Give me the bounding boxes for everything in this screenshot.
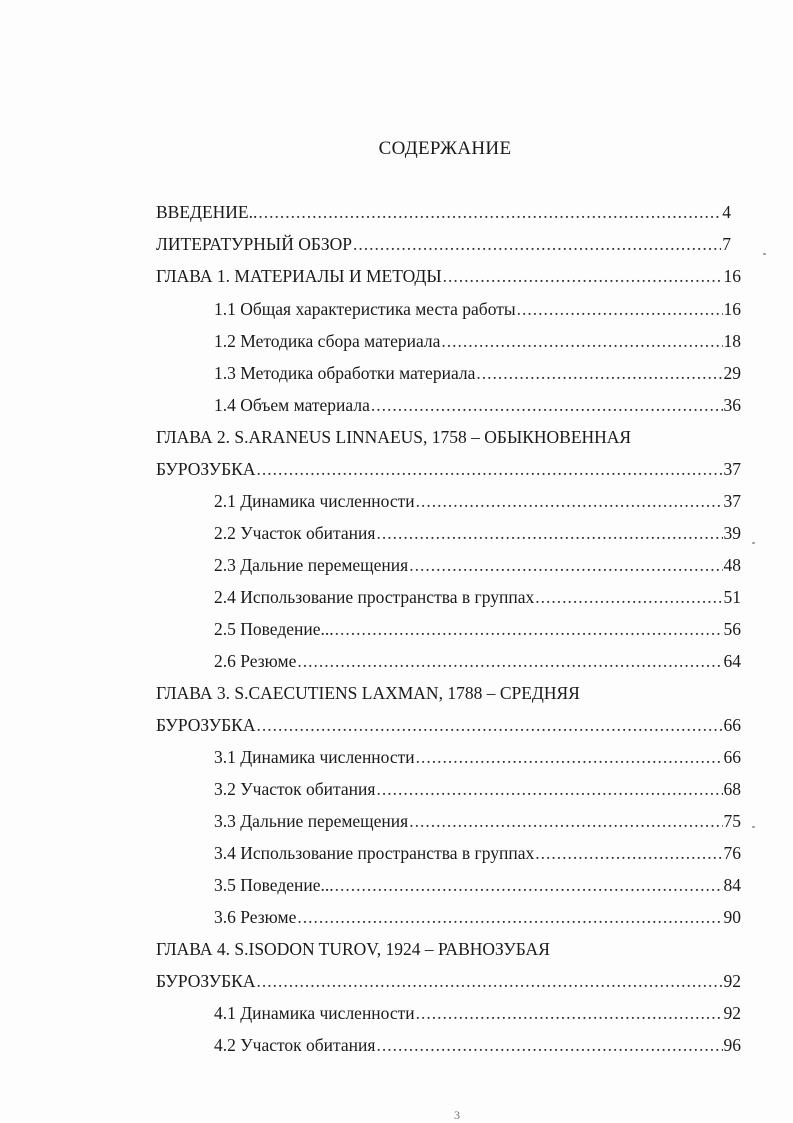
toc-entry-label: 2.3 Дальние перемещения <box>214 555 409 575</box>
toc-entry-label: 3.3 Дальние перемещения <box>214 811 409 831</box>
toc-entry <box>156 935 550 963</box>
toc-entry <box>214 1031 741 1059</box>
toc-entry-page: 90 <box>723 907 741 927</box>
toc-entry-label: 1.3 Методика обработки материала <box>214 363 476 383</box>
toc-entry-page: 76 <box>723 843 741 863</box>
scan-speck <box>752 542 755 544</box>
toc-entry <box>156 711 741 739</box>
toc-entry-page: 18 <box>723 331 741 351</box>
toc-entry <box>156 967 741 995</box>
scan-speck <box>763 253 766 255</box>
toc-entry-label: 3.5 Поведение... <box>214 875 334 895</box>
toc-entry <box>214 487 741 515</box>
page-number: 3 <box>454 1108 460 1122</box>
toc-entry-page: 66 <box>723 715 741 735</box>
toc-entry-label: 1.1 Общая характеристика места работы <box>214 299 516 319</box>
toc-entry <box>214 903 741 931</box>
toc-entry-label: 1.2 Методика сбора материала <box>214 331 441 351</box>
toc-entry <box>156 198 731 226</box>
toc-entry-page: 92 <box>723 1003 741 1023</box>
toc-entry-label: 3.1 Динамика численности <box>214 747 415 767</box>
toc-entry <box>214 391 741 419</box>
toc-entry-page: 68 <box>723 779 741 799</box>
toc-entry <box>214 743 741 771</box>
dot-leader <box>409 551 722 579</box>
dot-leader <box>335 871 723 899</box>
dot-leader <box>371 391 723 419</box>
dot-leader <box>416 743 723 771</box>
dot-leader <box>416 999 723 1027</box>
toc-entry <box>214 871 741 899</box>
toc-entry <box>156 230 731 258</box>
toc-entry-page: 75 <box>723 811 741 831</box>
dot-leader <box>297 647 722 675</box>
toc-entry <box>214 999 741 1027</box>
toc-entry-page: 39 <box>723 523 741 543</box>
toc-entry-label: ЛИТЕРАТУРНЫЙ ОБЗОР <box>156 234 353 254</box>
toc-entry-page: 4 <box>722 202 731 222</box>
dot-leader <box>258 198 721 226</box>
toc-entry-label: ГЛАВА 3. S.CAECUTIENS LAXMAN, 1788 – СРЕДНЯЯ <box>156 683 580 703</box>
dot-leader <box>517 295 723 323</box>
toc-entry <box>214 775 741 803</box>
toc-entry <box>214 615 741 643</box>
toc-entry-page: 92 <box>723 971 741 991</box>
toc-entry-page: 37 <box>723 491 741 511</box>
page-title: СОДЕРЖАНИЕ <box>378 138 512 159</box>
dot-leader <box>335 615 723 643</box>
dot-leader <box>376 1031 722 1059</box>
toc-entry-label: 2.2 Участок обитания <box>214 523 376 543</box>
toc-entry <box>214 327 741 355</box>
dot-leader <box>441 327 722 355</box>
toc-entry <box>214 551 741 579</box>
toc-entry-label: ВВЕДЕНИЕ.. <box>156 202 258 222</box>
toc-entry-label: 3.6 Резюме <box>214 907 297 927</box>
toc-entry <box>156 455 741 483</box>
scan-speck <box>752 826 755 828</box>
toc-entry-page: 66 <box>723 747 741 767</box>
toc-entry-label: 3.2 Участок обитания <box>214 779 376 799</box>
toc-entry <box>214 359 741 387</box>
dot-leader <box>353 230 721 258</box>
toc-entry-page: 64 <box>723 651 741 671</box>
toc-entry-page: 96 <box>723 1035 741 1055</box>
toc-entry-page: 36 <box>723 395 741 415</box>
toc-entry <box>214 839 741 867</box>
dot-leader <box>376 775 722 803</box>
toc-entry-label: БУРОЗУБКА <box>156 715 256 735</box>
toc-entry-page: 84 <box>723 875 741 895</box>
toc-entry-page: 48 <box>723 555 741 575</box>
toc-entry <box>214 583 741 611</box>
toc-entry-label: 4.2 Участок обитания <box>214 1035 376 1055</box>
toc-entry-label: 1.4 Объем материала <box>214 395 370 415</box>
dot-leader <box>297 903 722 931</box>
toc-entry <box>214 295 741 323</box>
dot-leader <box>476 359 722 387</box>
dot-leader <box>257 711 723 739</box>
toc-entry <box>156 262 741 290</box>
toc-entry-page: 7 <box>722 234 731 254</box>
toc-entry-label: 2.1 Динамика численности <box>214 491 415 511</box>
toc-entry-label: 3.4 Использование пространства в группах <box>214 843 535 863</box>
toc-entry-label: БУРОЗУБКА <box>156 459 256 479</box>
toc-entry-label: ГЛАВА 1. МАТЕРИАЛЫ И МЕТОДЫ <box>156 266 442 286</box>
toc-entry <box>156 679 580 707</box>
toc-entry <box>214 519 741 547</box>
toc-entry-page: 37 <box>723 459 741 479</box>
toc-entry-page: 16 <box>723 266 741 286</box>
dot-leader <box>416 487 723 515</box>
dot-leader <box>409 807 722 835</box>
toc-entry-label: 4.1 Динамика численности <box>214 1003 415 1023</box>
toc-entry-page: 29 <box>723 363 741 383</box>
toc-entry <box>214 647 741 675</box>
dot-leader <box>443 262 723 290</box>
toc-entry-page: 16 <box>723 299 741 319</box>
toc-entry-label: ГЛАВА 4. S.ISODON TUROV, 1924 – РАВНОЗУБАЯ <box>156 939 550 959</box>
toc-entry-page: 51 <box>723 587 741 607</box>
dot-leader <box>376 519 722 547</box>
dot-leader <box>257 967 723 995</box>
dot-leader <box>535 583 722 611</box>
toc-entry <box>156 423 631 451</box>
toc-entry-page: 56 <box>723 619 741 639</box>
toc-entry-label: 2.6 Резюме <box>214 651 297 671</box>
toc-entry-label: ГЛАВА 2. S.ARANEUS LINNAEUS, 1758 – ОБЫКНОВЕННАЯ <box>156 427 632 447</box>
toc-entry-label: 2.5 Поведение... <box>214 619 334 639</box>
toc-entry-label: БУРОЗУБКА <box>156 971 256 991</box>
toc-entry-label: 2.4 Использование пространства в группах <box>214 587 535 607</box>
dot-leader <box>535 839 722 867</box>
toc-entry <box>214 807 741 835</box>
dot-leader <box>257 455 723 483</box>
